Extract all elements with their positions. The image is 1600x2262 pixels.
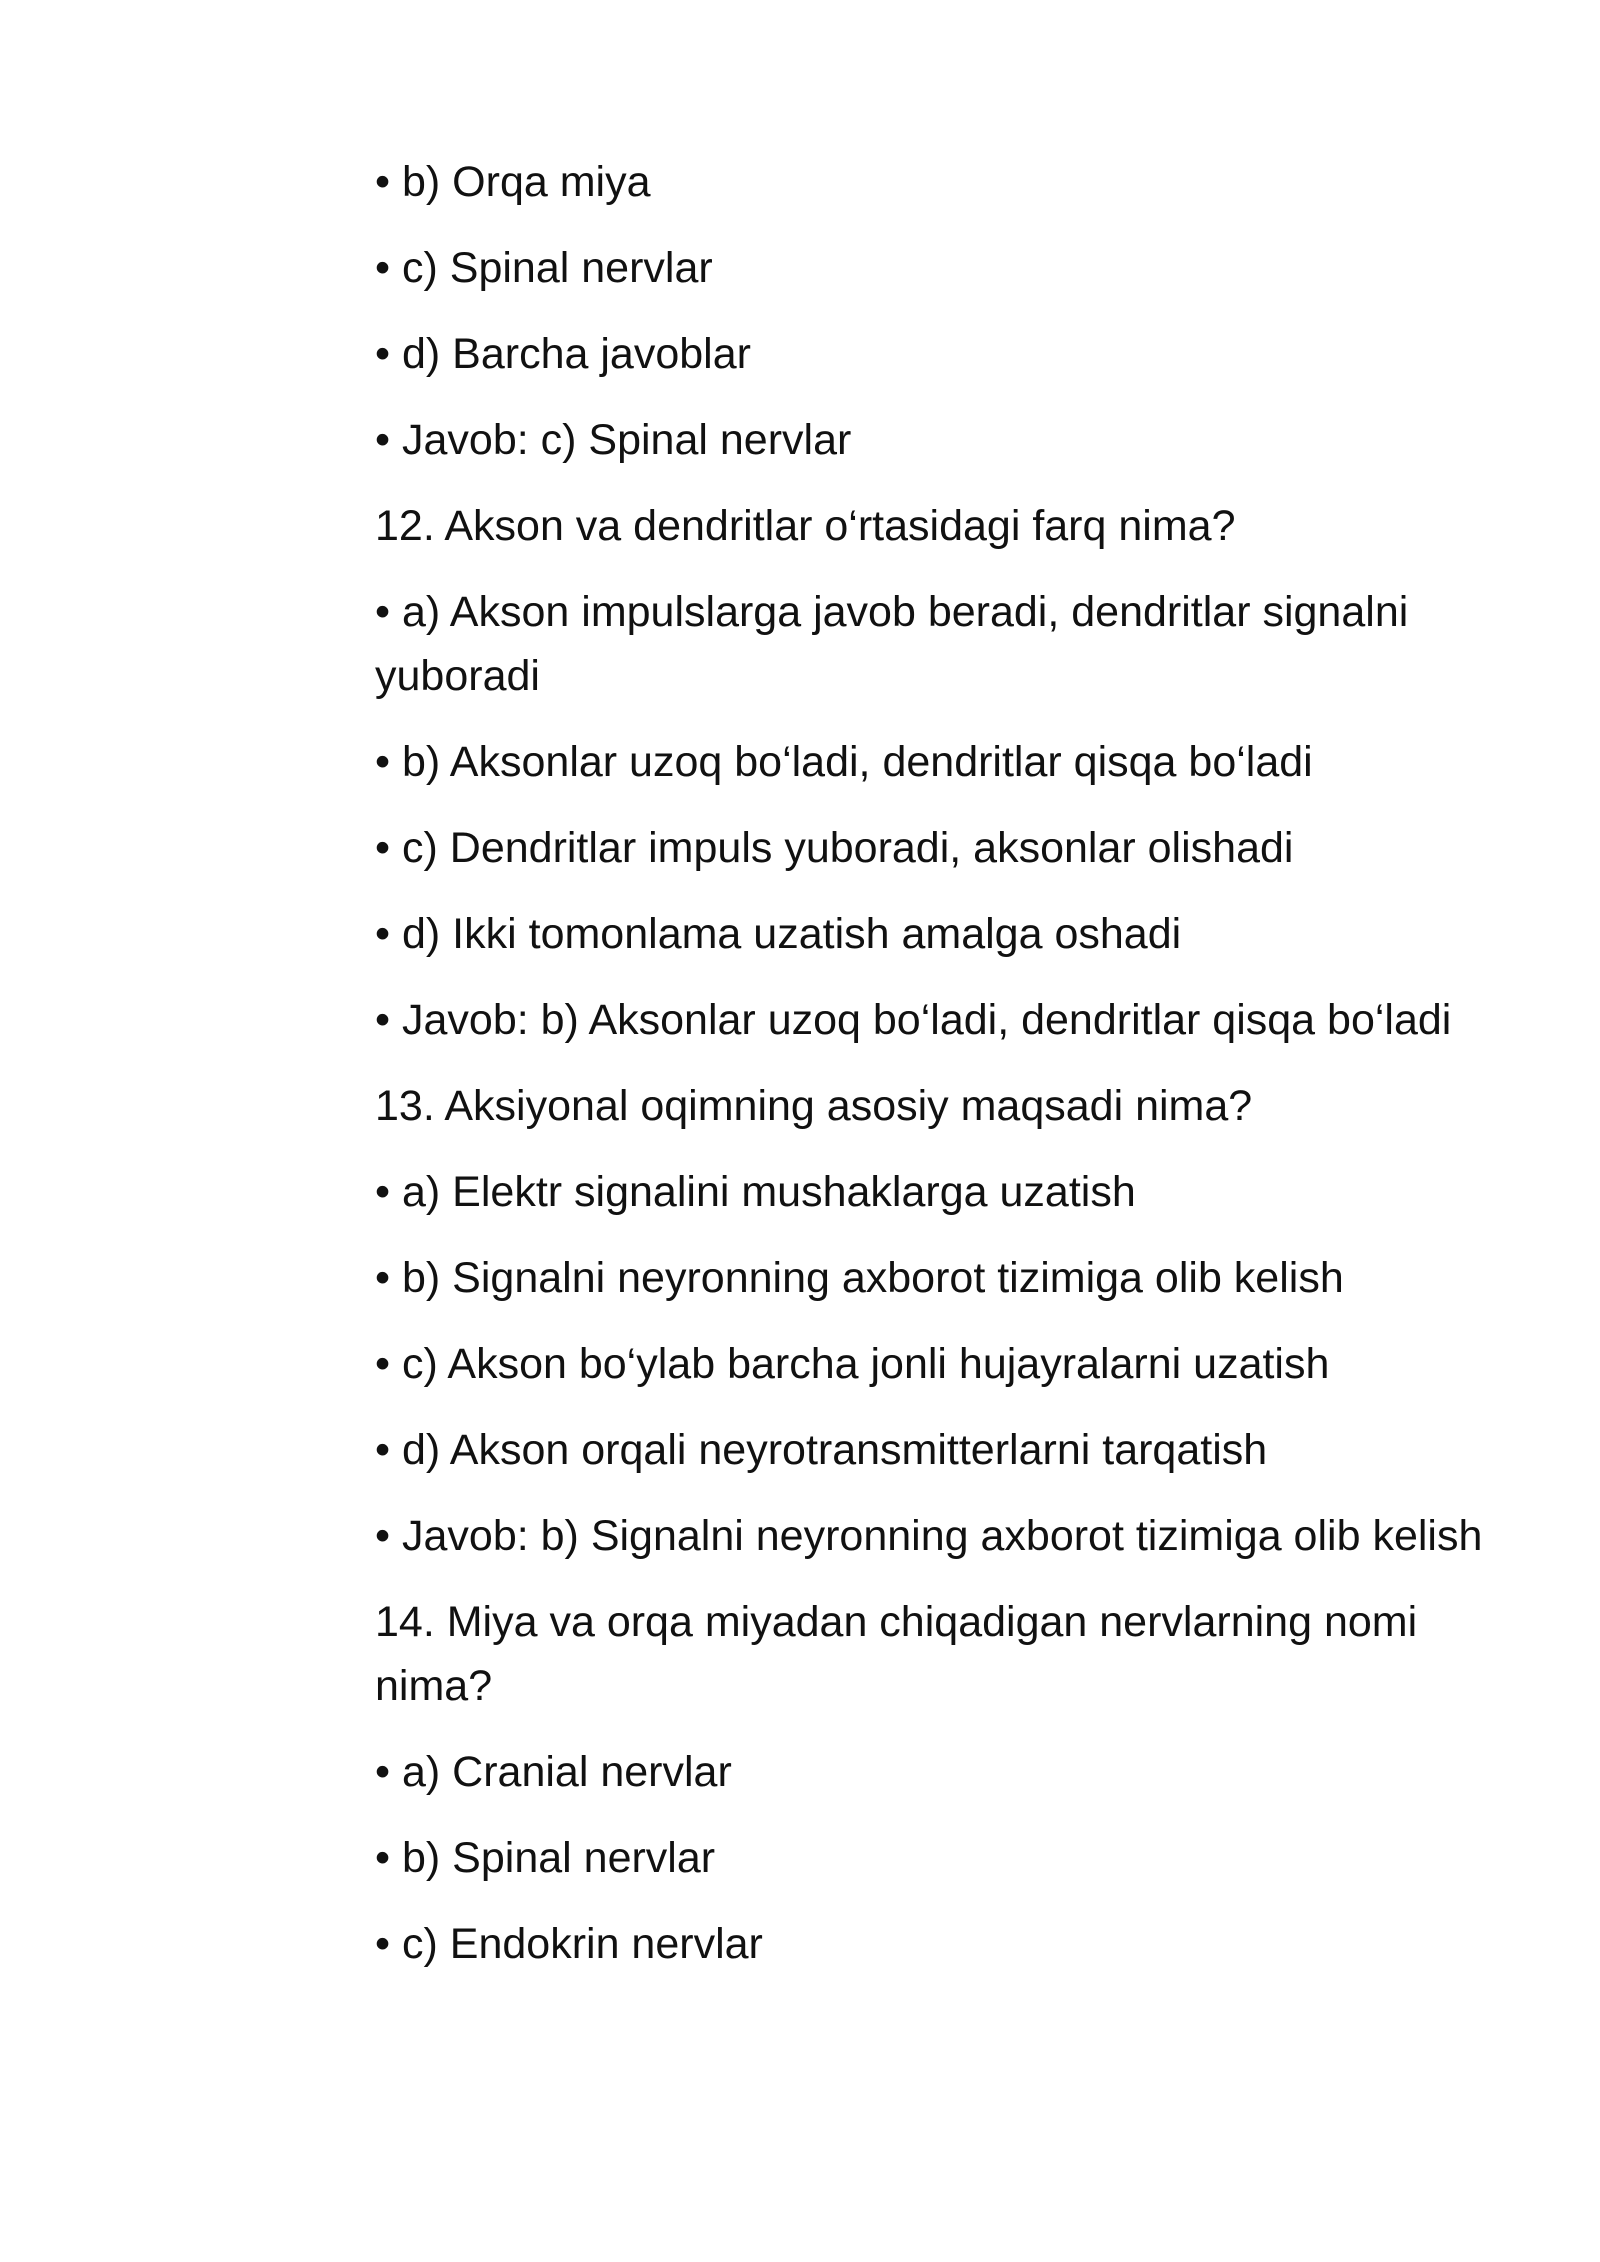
option-d-barcha-javoblar: • d) Barcha javoblar xyxy=(375,330,751,378)
q13-option-a: • a) Elektr signalini mushaklarga uzatish xyxy=(375,1168,1136,1216)
answer-q11: • Javob: c) Spinal nervlar xyxy=(375,416,852,464)
q14-option-a: • a) Cranial nervlar xyxy=(375,1748,732,1796)
q12-option-b: • b) Aksonlar uzoq bo‘ladi, dendritlar qisqa bo‘ladi xyxy=(375,738,1313,786)
answer-q12: • Javob: b) Aksonlar uzoq bo‘ladi, dendritlar qisqa bo‘ladi xyxy=(375,996,1452,1044)
q14-option-c: • c) Endokrin nervlar xyxy=(375,1920,763,1968)
option-c-spinal-nervlar: • c) Spinal nervlar xyxy=(375,244,713,292)
question-13: 13. Aksiyonal oqimning asosiy maqsadi nima? xyxy=(375,1082,1253,1130)
q12-option-d: • d) Ikki tomonlama uzatish amalga oshadi xyxy=(375,910,1182,958)
question-14: 14. Miya va orqa miyadan chiqadigan nervlarning nomi nima? xyxy=(375,1598,1418,1710)
q12-option-c: • c) Dendritlar impuls yuboradi, aksonlar olishadi xyxy=(375,824,1294,872)
q13-option-b: • b) Signalni neyronning axborot tizimiga olib kelish xyxy=(375,1254,1344,1302)
q13-option-c: • c) Akson bo‘ylab barcha jonli hujayralarni uzatish xyxy=(375,1340,1330,1388)
q12-option-a: • a) Akson impulslarga javob beradi, dendritlar signalni yuboradi xyxy=(375,588,1409,700)
document-body xyxy=(375,150,1485,1998)
q13-option-d: • d) Akson orqali neyrotransmitterlarni tarqatish xyxy=(375,1426,1268,1474)
q14-option-b: • b) Spinal nervlar xyxy=(375,1834,716,1882)
answer-q13: • Javob: b) Signalni neyronning axborot tizimiga olib kelish xyxy=(375,1512,1483,1560)
question-12: 12. Akson va dendritlar o‘rtasidagi farq nima? xyxy=(375,502,1236,550)
option-b-orqa-miya: • b) Orqa miya xyxy=(375,158,651,206)
